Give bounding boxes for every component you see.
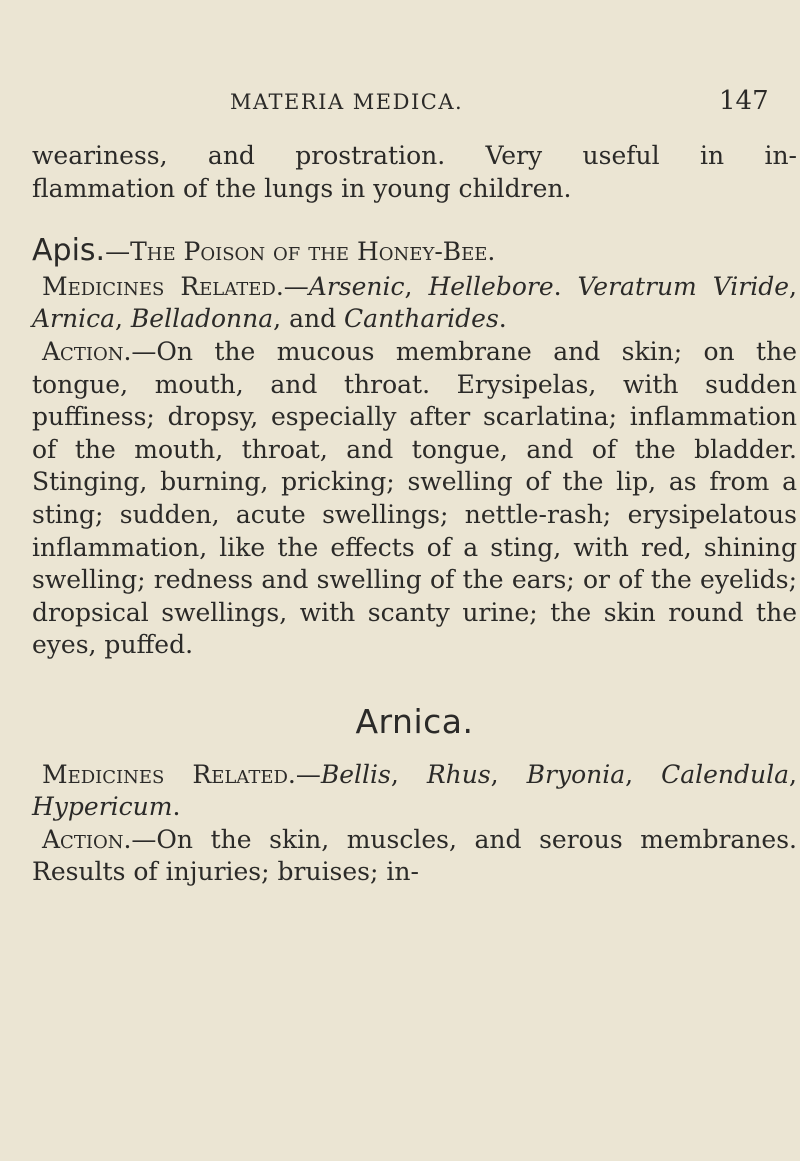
arnica-heading: Arnica. [355, 701, 474, 741]
apis-related-medicines: Medicines Related.—Arsenic, Hellebore. Veratrum Viride, Arnica, Belladonna, and Cantharides. [32, 271, 797, 334]
arnica-action-text: —On the skin, muscles, and serous membranes. Results of injuries; bruises; in- [32, 824, 797, 887]
arnica-action [32, 824, 797, 889]
arnica-action-label: Action. [42, 824, 132, 854]
apis-related-dash: — [283, 271, 309, 301]
arnica-related-label: Medicines Related. [42, 759, 296, 789]
apis-related-veratrum: Veratrum Viride [577, 271, 790, 301]
apis-related-belladonna: Belladonna [130, 304, 274, 334]
apis-subtitle: —The Poison of the Honey-Bee. [105, 237, 496, 267]
apis-related-cantharides: Cantharides [344, 304, 499, 334]
apis-action-label: Action. [42, 336, 132, 366]
apis-name: Apis. [32, 233, 106, 269]
running-head: MATERIA MEDICA. [230, 90, 464, 114]
arnica-related-medicines: Medicines Related.—Bellis, Rhus, Bryonia, Calendula, Hypericum. [32, 759, 797, 822]
arnica-related-calendula: Calendula [661, 759, 790, 789]
arnica-related-bryonia: Bryonia [526, 759, 626, 789]
arnica-related-bellis: Bellis [320, 759, 391, 789]
page-header [0, 86, 800, 120]
apis-related-hellebore: Hellebore [428, 271, 554, 301]
apis-related-arnica: Arnica [32, 304, 116, 334]
body-text [32, 140, 797, 889]
apis-related-and: and [289, 304, 337, 334]
intro-line-1: weariness, and prostration. Very useful in in- [32, 141, 797, 170]
apis-related-label: Medicines Related. [42, 271, 284, 301]
arnica-related-hypericum: Hypericum [32, 792, 173, 822]
apis-action-text: —On the mucous membrane and skin; on the tongue, mouth, and throat. Erysipelas, with sudden puffiness; dropsy, especially after scarlatina; inflammation of the mouth, throat, and tongue, and of the bladder. Stinging, burning, pricking; swelling of the lip, as from a sting; sudden, acute swellings; nettle-rash; erysipelatous inflammation, like the effects of a sting, with red, shining swelling; redness and swelling of the ears; or of the eyelids; dropsical swellings, with scanty urine; the skin round the eyes, puffed. [32, 336, 797, 660]
arnica-related-dash: — [295, 759, 321, 789]
apis-heading [32, 235, 797, 269]
intro-line-2: flammation of the lungs in young children. [32, 173, 572, 203]
page-number: 147 [719, 86, 769, 116]
apis-action [32, 336, 797, 662]
apis-related-arsenic: Arsenic [308, 271, 405, 301]
arnica-related-rhus: Rhus [426, 759, 491, 789]
